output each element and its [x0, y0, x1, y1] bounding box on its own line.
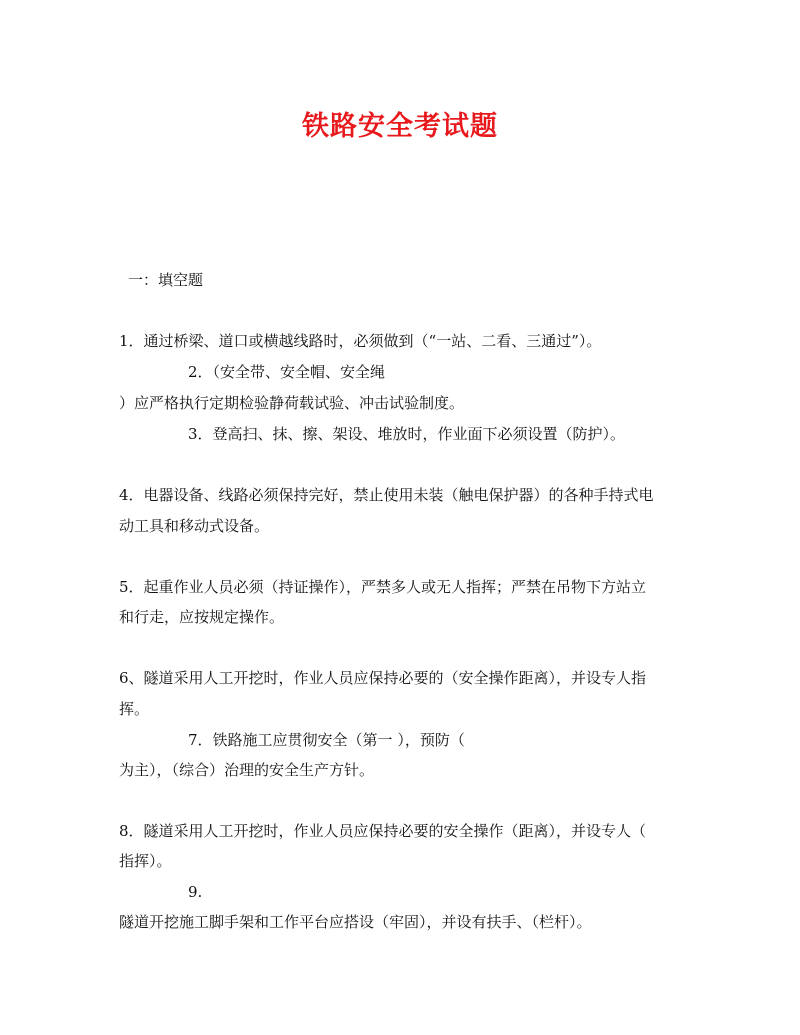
- question-3: 3．登高扫、抹、擦、架设、堆放时，作业面下必须设置（防护）。: [188, 425, 626, 443]
- question-4-line-2: 动工具和移动式设备。: [119, 517, 270, 535]
- section-heading: 一：填空题: [128, 271, 204, 289]
- question-4-line-1: 4．电器设备、线路必须保持完好，禁止使用未装（触电保护器）的各种手持式电: [119, 486, 654, 504]
- question-6-line-2: 挥。: [119, 700, 150, 718]
- question-2-line-1: 2．（安全带、安全帽、安全绳: [188, 363, 386, 381]
- question-5-line-1: 5．起重作业人员必须（持证操作），严禁多人或无人指挥；严禁在吊物下方站立: [119, 578, 647, 596]
- question-9-number: 9.: [188, 883, 203, 901]
- question-1: 1．通过桥梁、道口或横越线路时，必须做到（“一站、二看、三通过”）。: [119, 332, 602, 350]
- question-9-text: 隧道开挖施工脚手架和工作平台应搭设（牢固），并设有扶手、（栏杆）。: [119, 913, 592, 931]
- question-7-line-2: 为主），（综合）治理的安全生产方针。: [119, 761, 375, 779]
- question-7-line-1: 7．铁路施工应贯彻安全（第一 ），预防（: [188, 731, 465, 749]
- question-8-line-1: 8．隧道采用人工开挖时，作业人员应保持必要的安全操作（距离），并设专人（: [119, 822, 647, 840]
- question-5-line-2: 和行走，应按规定操作。: [119, 608, 285, 626]
- document-title: 铁路安全考试题: [302, 111, 498, 142]
- question-2-line-2: ）应严格执行定期检验静荷载试验、冲击试验制度。: [119, 394, 465, 412]
- question-8-line-2: 指挥）。: [119, 852, 172, 870]
- question-6-line-1: 6、隧道采用人工开挖时，作业人员应保持必要的（安全操作距离），并设专人指: [119, 669, 647, 687]
